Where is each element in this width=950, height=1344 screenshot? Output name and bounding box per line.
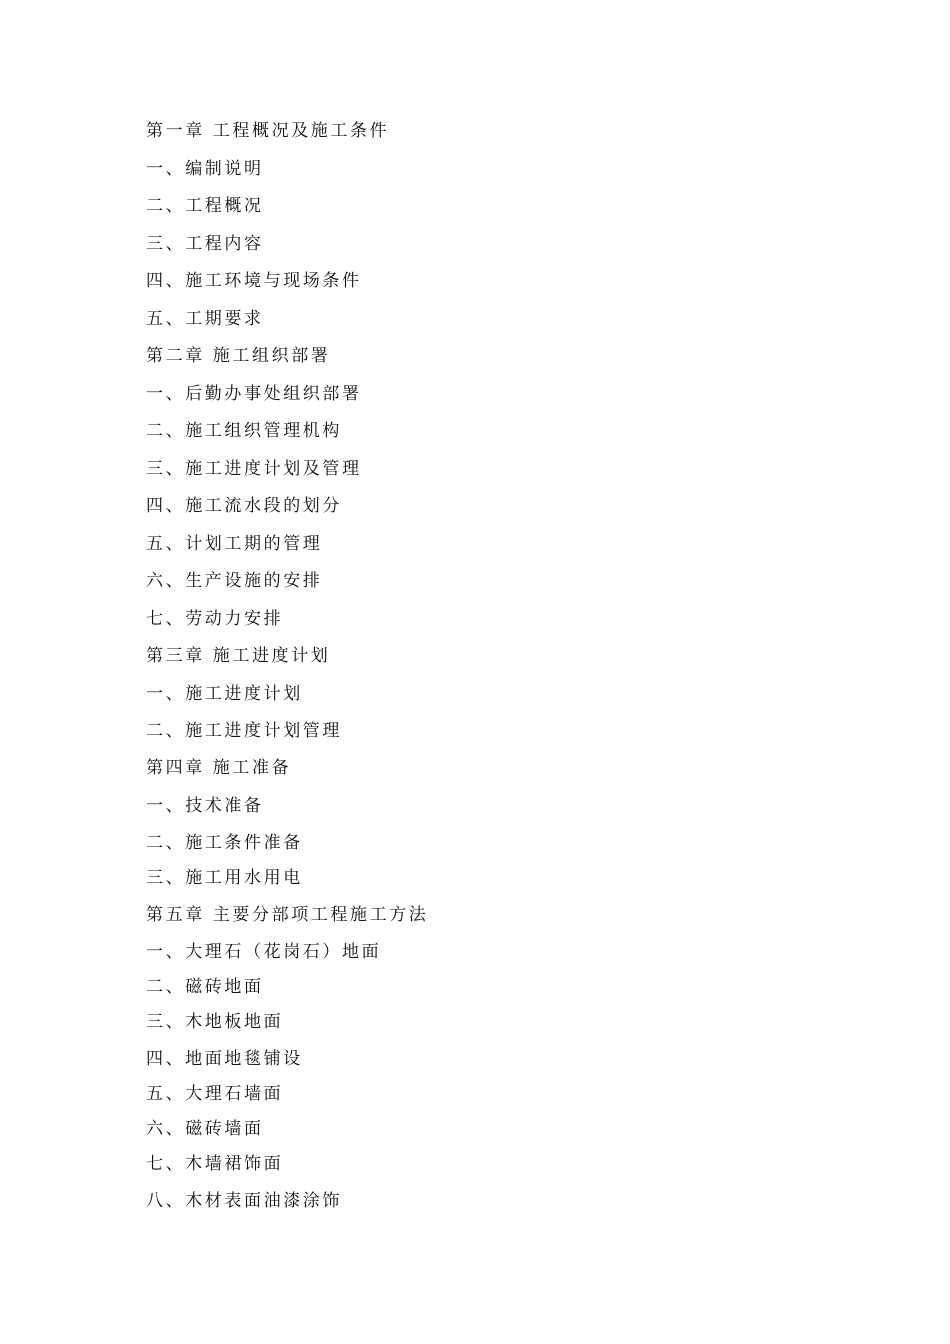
toc-item: 六、生产设施的安排 <box>146 571 323 591</box>
toc-chapter-4: 第四章 施工准备 <box>146 758 292 778</box>
toc-chapter-5: 第五章 主要分部项工程施工方法 <box>146 905 429 925</box>
toc-item: 三、木地板地面 <box>146 1012 284 1032</box>
toc-item: 二、施工条件准备 <box>146 833 303 853</box>
toc-item: 一、后勤办事处组织部署 <box>146 384 362 404</box>
toc-item: 二、施工组织管理机构 <box>146 421 342 441</box>
toc-item: 五、大理石墙面 <box>146 1084 284 1104</box>
toc-item: 二、磁砖地面 <box>146 977 264 997</box>
toc-item: 五、计划工期的管理 <box>146 534 323 554</box>
toc-item: 八、木材表面油漆涂饰 <box>146 1191 342 1211</box>
toc-item: 四、施工环境与现场条件 <box>146 271 362 291</box>
toc-item: 七、劳动力安排 <box>146 609 284 629</box>
toc-item: 一、大理石（花岗石）地面 <box>146 942 382 962</box>
toc-item: 一、施工进度计划 <box>146 684 303 704</box>
toc-item: 三、施工进度计划及管理 <box>146 459 362 479</box>
toc-item: 一、编制说明 <box>146 159 264 179</box>
toc-item: 五、工期要求 <box>146 309 264 329</box>
toc-item: 六、磁砖墙面 <box>146 1119 264 1139</box>
toc-item: 七、木墙裙饰面 <box>146 1154 284 1174</box>
toc-item: 三、工程内容 <box>146 234 264 254</box>
toc-item: 二、工程概况 <box>146 196 264 216</box>
toc-item: 一、技术准备 <box>146 796 264 816</box>
toc-item: 四、地面地毯铺设 <box>146 1049 303 1069</box>
toc-chapter-2: 第二章 施工组织部署 <box>146 346 331 366</box>
toc-chapter-3: 第三章 施工进度计划 <box>146 646 331 666</box>
toc-item: 四、施工流水段的划分 <box>146 496 342 516</box>
table-of-contents <box>146 121 428 1212</box>
toc-item: 二、施工进度计划管理 <box>146 721 342 741</box>
toc-item: 三、施工用水用电 <box>146 868 303 888</box>
toc-chapter-1: 第一章 工程概况及施工条件 <box>146 121 390 141</box>
